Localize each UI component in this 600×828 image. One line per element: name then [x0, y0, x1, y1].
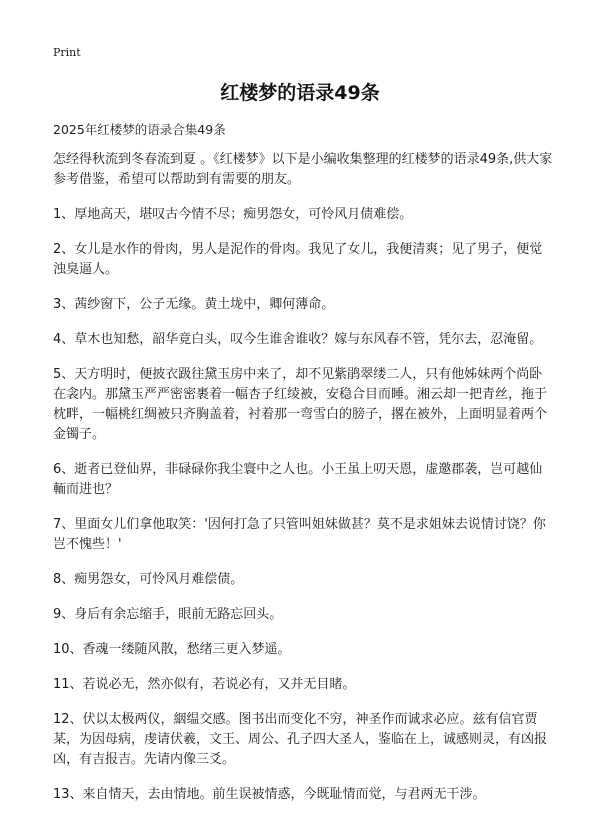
- quote-item: 1、厚地高天，堪叹古今情不尽；痴男怨女，可怜风月债难偿。: [53, 207, 413, 222]
- quote-item: 11、若说必无，然亦似有，若说必有，又并无目睹。: [53, 677, 356, 692]
- quote-item: 12、伏以太极两仪，絪缊交感。图书出而变化不穷，神圣作而诚求必应。兹有信官贾某，为因母病，虔请伏羲，文王、周公、孔子四大圣人，鉴临在上，诚感则灵，有凶报凶，有吉报吉。先请内像三爻。: [53, 712, 548, 767]
- quote-item: 2、女儿是水作的骨肉，男人是泥作的骨肉。我见了女儿，我便清爽；见了男子，便觉浊臭逼人。: [53, 242, 543, 277]
- quote-item: 9、身后有余忘缩手，眼前无路忘回头。: [53, 607, 283, 622]
- quote-item: 3、茜纱窗下，公子无缘。黄土垅中，卿何薄命。: [53, 297, 335, 312]
- quote-item: 6、逝者已登仙界，非碌碌你我尘寰中之人也。小王虽上叨天恩，虚邀郡袭，岂可越仙輀而进也？: [53, 462, 543, 497]
- quote-item: 7、里面女儿们拿他取笑：'因何打急了只管叫姐妹做甚？莫不是求姐妹去说情讨饶？你岂不愧些！': [53, 517, 546, 552]
- article-body: [53, 150, 553, 820]
- quote-item: 10、香魂一缕随风散，愁绪三更入梦遥。: [53, 642, 291, 657]
- quote-item: 13、来自情天，去由情地。前生误被情惑，今既耻情而觉，与君两无干涉。: [53, 787, 486, 802]
- print-label: Print: [53, 46, 81, 59]
- quote-item: 4、草木也知愁，韶华竟白头，叹今生谁舍谁收？嫁与东风春不管，凭尔去，忍淹留。: [53, 332, 543, 347]
- intro-paragraph: 怎经得秋流到冬春流到夏 。《红楼梦》以下是小编收集整理的红楼梦的语录49条,供大家参考借鉴，希望可以帮助到有需要的朋友。: [53, 152, 553, 187]
- quote-item: 8、痴男怨女，可怜风月难偿债。: [53, 572, 244, 587]
- subtitle: 2025年红楼梦的语录合集49条: [53, 122, 226, 137]
- quote-item: 5、天方明时，便披衣趿往黛玉房中来了，却不见紫鹃翠缕二人，只有他姊妹两个尚卧在衾内。那黛玉严严密密裹着一幅杏子红绫被，安稳合目而睡。湘云却一把青丝，拖于枕畔，一幅桃红绸被只齐胸盖着，衬着那一弯雪白的膀子，撂在被外，上面明显着两个金镯子。: [53, 367, 548, 442]
- page-title: 红楼梦的语录49条: [220, 82, 380, 104]
